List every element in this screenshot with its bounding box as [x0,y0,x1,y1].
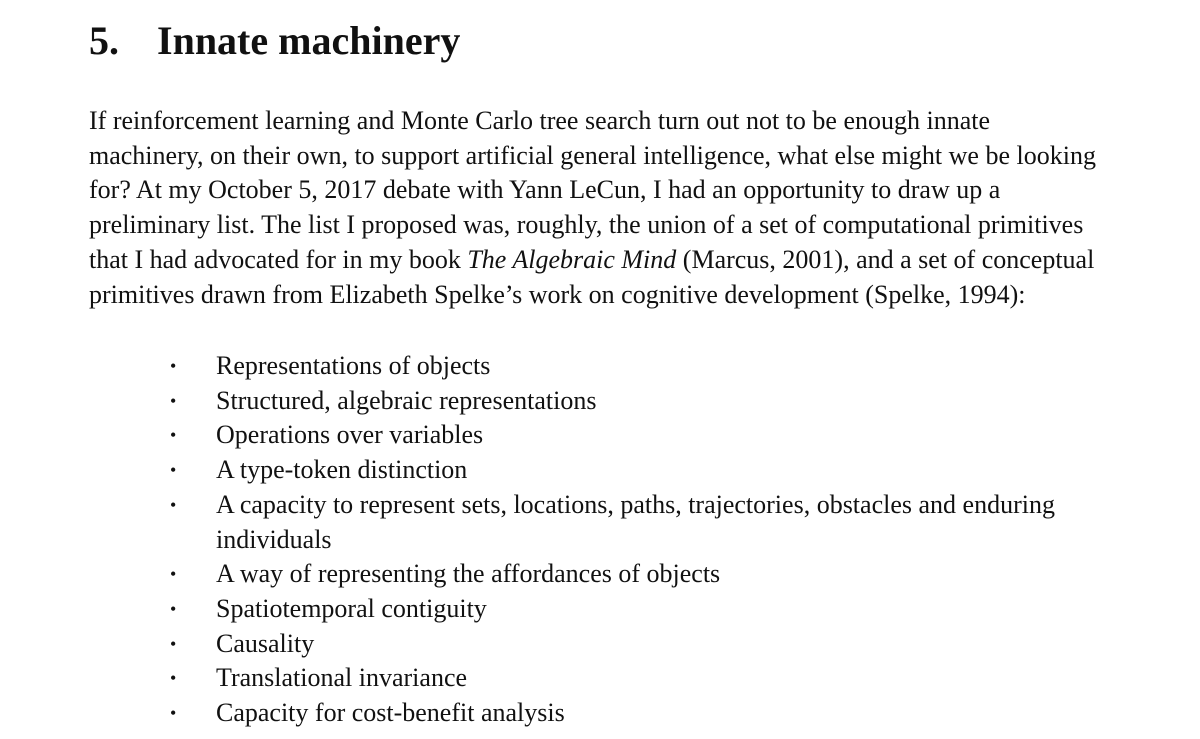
list-item [170,384,1055,419]
list-item-text: Translational invariance [216,663,468,693]
list-item-text: Causality [216,628,315,658]
list-item [170,661,1055,696]
list-item [170,592,1055,627]
book-title: The Algebraic Mind [467,244,677,274]
list-item-continuation: individuals [216,524,332,554]
bullet-icon: • [170,356,177,376]
bullet-icon: • [170,390,177,411]
list-item [170,453,1055,488]
paragraph-line: preliminary list. The list I proposed was, roughly, the union of a set of computational primitives [89,210,1084,240]
bullet-icon: • [170,564,177,585]
list-item [170,557,1055,592]
list-item-text: A way of representing the affordances of objects [216,559,721,589]
bullet-icon: • [170,703,177,724]
paragraph-text: (Marcus, 2001), and a set of conceptual [676,244,1095,274]
bullet-icon: • [170,668,177,689]
paragraph-line: machinery, on their own, to support artificial general intelligence, what else might we be looking [89,140,1096,170]
list-item [170,696,1055,731]
list-item-text: Representations of objects [216,351,491,380]
section-number: 5. [89,18,119,63]
paragraph-line [89,243,1189,278]
list-item-text: Structured, algebraic representations [216,385,597,415]
list-item [170,627,1055,662]
bullet-icon: • [170,460,177,481]
list-item [170,418,1055,453]
primitives-list [170,349,1055,731]
bullet-icon: • [170,494,177,515]
bullet-icon: • [170,598,177,619]
bullet-icon: • [170,425,177,446]
list-item [170,488,1055,557]
bullet-icon: • [170,633,177,654]
paragraph-line: If reinforcement learning and Monte Carlo tree search turn out not to be enough innate [89,106,991,135]
list-item-line: A capacity to represent sets, locations, paths, trajectories, obstacles and enduring [216,489,1055,519]
list-item-text: Operations over variables [216,420,484,450]
paragraph-text: that I had advocated for in my book [89,244,468,274]
paragraph-line: primitives drawn from Elizabeth Spelke’s work on cognitive development (Spelke, 1994): [89,279,1026,309]
body-paragraph [89,104,1189,312]
list-item-text: Spatiotemporal contiguity [216,593,487,623]
list-item-text [216,490,1055,557]
list-item-text: A type-token distinction [216,455,468,485]
list-item-text: Capacity for cost-benefit analysis [216,698,565,728]
section-heading [89,14,460,68]
paragraph-line: for? At my October 5, 2017 debate with Yann LeCun, I had an opportunity to draw up a [89,175,1001,205]
section-title: Innate machinery [157,18,461,63]
list-item [170,349,1055,384]
